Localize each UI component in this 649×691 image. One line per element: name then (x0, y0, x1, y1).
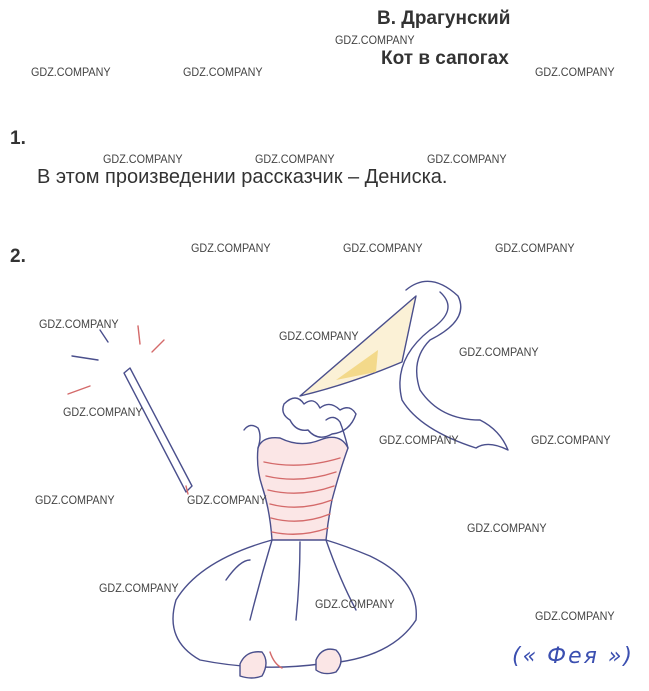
watermark: GDZ.COMPANY (35, 493, 115, 507)
hat (300, 296, 416, 396)
task-1-answer: В этом произведении рассказчик – Дениска. (37, 166, 448, 188)
watermark: GDZ.COMPANY (531, 433, 611, 447)
hat-ruffle (283, 398, 356, 437)
wand-sparkle (152, 340, 164, 352)
author-name: В. Драгунский (377, 8, 511, 29)
watermark: GDZ.COMPANY (63, 405, 143, 419)
wand (124, 368, 192, 492)
watermark: GDZ.COMPANY (495, 241, 575, 255)
watermark: GDZ.COMPANY (427, 152, 507, 166)
watermark: GDZ.COMPANY (467, 521, 547, 535)
task-1-number: 1. (10, 128, 26, 149)
watermark: GDZ.COMPANY (103, 152, 183, 166)
watermark: GDZ.COMPANY (535, 65, 615, 79)
task-2-number: 2. (10, 246, 26, 267)
wand-sparkle (138, 326, 140, 344)
watermark: GDZ.COMPANY (535, 609, 615, 623)
watermark: GDZ.COMPANY (379, 433, 459, 447)
wand-sparkle (72, 356, 98, 360)
watermark: GDZ.COMPANY (187, 493, 267, 507)
watermark: GDZ.COMPANY (279, 329, 359, 343)
watermark: GDZ.COMPANY (255, 152, 335, 166)
watermark: GDZ.COMPANY (459, 345, 539, 359)
dress-bodice (258, 437, 349, 540)
watermark: GDZ.COMPANY (191, 241, 271, 255)
fairy-foot (316, 649, 341, 673)
dress-strap (244, 425, 260, 448)
watermark: GDZ.COMPANY (31, 65, 111, 79)
watermark: GDZ.COMPANY (315, 597, 395, 611)
watermark: GDZ.COMPANY (183, 65, 263, 79)
watermark: GDZ.COMPANY (99, 581, 179, 595)
watermark: GDZ.COMPANY (335, 33, 415, 47)
fairy-foot (240, 652, 266, 678)
watermark: GDZ.COMPANY (343, 241, 423, 255)
drawing-caption: (« Фея ») (512, 644, 635, 669)
watermark: GDZ.COMPANY (39, 317, 119, 331)
wand-sparkle (68, 386, 90, 394)
story-title: Кот в сапогах (381, 48, 509, 69)
wand-sparkle (100, 330, 108, 342)
hat-veil (400, 281, 508, 450)
